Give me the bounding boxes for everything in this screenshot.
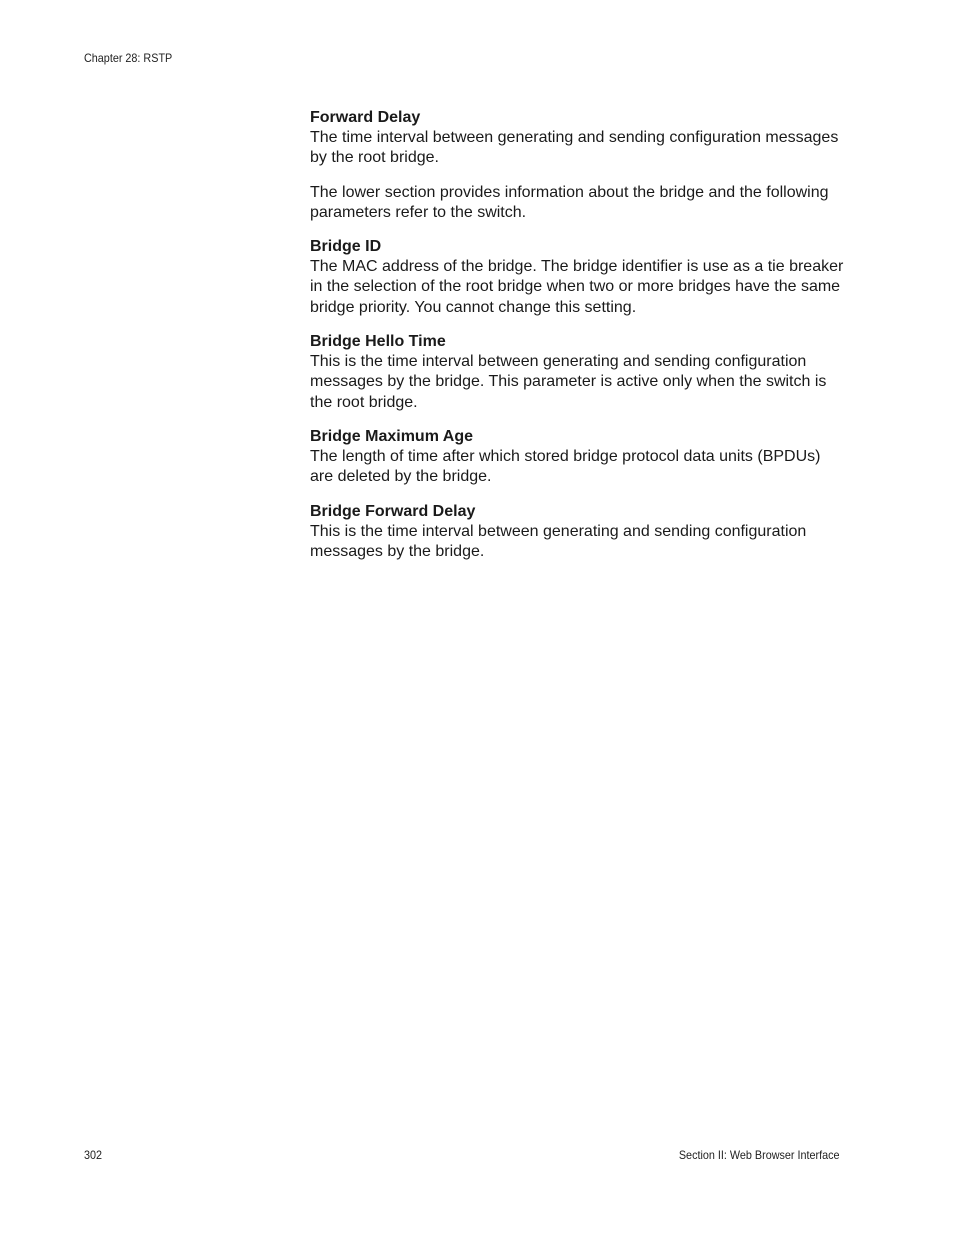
term-heading: Bridge ID (310, 238, 382, 256)
definition-forward-delay (310, 108, 845, 169)
term-description: This is the time interval between generating and sending configuration messages by the bridge. (310, 522, 807, 560)
term-description: The length of time after which stored bridge protocol data units (BPDUs) are deleted by the bridge. (310, 447, 821, 486)
intro-paragraph: The lower section provides information about the bridge and the following parameters refer to the switch. (310, 183, 829, 221)
term-description: The MAC address of the bridge. The bridge identifier is use as a tie breaker in the selection of the root bridge when two or more bridges have the same bridge priority. You cannot change this setting. (310, 258, 844, 316)
page-number: 302 (84, 1148, 103, 1162)
main-content (310, 108, 845, 576)
definition-bridge-maximum-age (310, 427, 845, 488)
term-heading: Bridge Maximum Age (310, 427, 473, 445)
definition-bridge-forward-delay (310, 502, 845, 563)
running-header: Chapter 28: RSTP (84, 51, 173, 65)
running-footer-section: Section II: Web Browser Interface (679, 1148, 840, 1162)
term-heading: Bridge Forward Delay (310, 502, 476, 520)
term-heading: Bridge Hello Time (310, 333, 446, 351)
term-description: The time interval between generating and sending configuration messages by the root bridge. (310, 129, 839, 167)
definition-bridge-hello-time (310, 332, 845, 413)
term-heading: Forward Delay (310, 109, 421, 126)
definition-bridge-id (310, 237, 845, 318)
term-description: This is the time interval between generating and sending configuration messages by the bridge. This parameter is active only when the switch is the root bridge. (310, 353, 827, 411)
